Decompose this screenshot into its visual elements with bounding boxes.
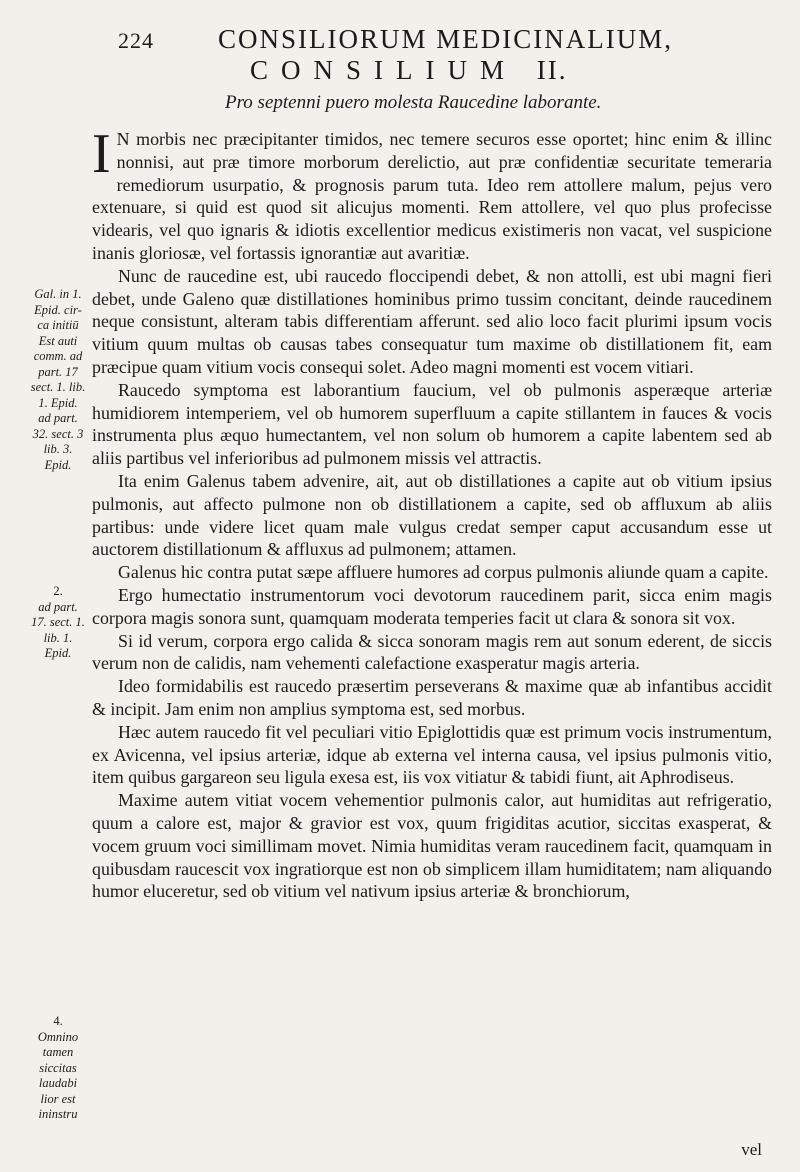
paragraph-4: Ita enim Galenus tabem advenire, ait, aut ob distillationes a capite aut ob vitium ipsius pulmonis, aut affecto pulmone non ob distillationem a capite, sed ob affluxum ab aliis partibus: unde videre licet quam male vulgus credat semper caput accusandum esse ut auctorem distillationum & affluxus ad pulmonem; attamen. (92, 470, 772, 560)
page-number: 224 (118, 28, 154, 53)
paragraph-9: Hæc autem raucedo fit vel peculiari vitio Epiglottidis quæ est primum vocis instrumentum, ex Avicenna, vel ipsius arteriæ, idque ab externa vel interna causa, vel ipsius pulmonis vitio, item quibus gargareon seu ligula exesa est, iis vox vitiatur & tabidi fiunt, ait Aphrodiseus. (92, 721, 772, 788)
margin-line: siccitas (39, 1060, 77, 1075)
catchword: vel (741, 1140, 762, 1159)
paragraph-text: N morbis nec præcipitanter timidos, nec temere securos esse oportet; hinc enim & illinc nonnisi, aut præ timore morborum derelictio, aut præ confidentiæ securitate temeraria remediorum usurpatio, & prognosis parum tuta. Ideo rem attollere malum, pejus vero extenuare, si quid est quod sit alicujus momenti. Rem attollere, vel quo plus profecisse videaris, vel quo ignaris & idiotis excellentior medicus existimeris non vacat, vel suspicione inanis gloriosæ, vel fortassis ignorantiæ aut avaritiæ. (92, 129, 772, 263)
consilium-word: CONSILIUM (250, 55, 518, 85)
margin-line: comm. ad (33, 349, 83, 363)
margin-line: Epid. (44, 646, 72, 660)
paragraph-6: Ergo humectatio instrumentorum voci devotorum raucedinem parit, sicca enim magis corpora magis sonora sunt, quamquam moderata temperies facit ut clara & sonora sit vox. (92, 584, 772, 628)
paragraph-3: Raucedo symptoma est laborantium faucium, vel ob pulmonis asperæque arteriæ humidiorem intemperiem, vel ob humorem superfluum a capite stillantem in fauces & vocis instrumenta plus æquo humectantem, vel non solum ob humorem a capite labentem sed ab aliis partibus vel inferioribus ad pulmonem missis vel attractis. (92, 379, 772, 469)
margin-line: Est auti (38, 333, 78, 348)
margin-note-3 (20, 1014, 96, 1123)
margin-line: Epid. (44, 457, 72, 472)
margin-line: 1. Epid. (38, 395, 78, 410)
paragraph-8: Ideo formidabilis est raucedo præsertim perseverans & maxime quæ ab infantibus accidit & incipit. Jam enim non amplius symptoma est, sed morbus. (92, 676, 772, 719)
margin-note-2 (20, 584, 96, 662)
consilium-subtitle: Pro septenni puero molesta Raucedine laborante. (225, 92, 602, 113)
paragraph-2: Nunc de raucedine est, ubi raucedo floccipendi debet, & non attolli, est ubi magni fieri debet, unde Galeno quæ distillationes hominibus primo tussim concitant, deinde raucedinem neque consistunt, alteram tabis differentiam afferunt. sed alio loco facit plurimi ipsum vocis vitium quum multas ob causas tabes consequatur tum maxime ob distillationem fit, eam præcipue quam vitium vocis consequi solet. Adeo magni momenti est vocem vitiari. (92, 265, 772, 377)
margin-line: ininstru (38, 1107, 78, 1121)
margin-line: tamen (42, 1045, 74, 1059)
margin-line: part. 17 (38, 364, 78, 379)
margin-line: Gal. in 1. (34, 287, 82, 301)
paragraph-1 (92, 123, 772, 265)
paragraph-7: Si id verum, corpora ergo calida & sicca sonoram magis rem aut sonum ederent, de siccis verum non de calidis, nam vehementi calefactione exasperatur magis arteria. (92, 630, 772, 674)
consilium-heading (250, 55, 568, 86)
margin-line: laudabi (38, 1076, 78, 1090)
drop-cap: I (92, 123, 111, 185)
margin-line: ad part. (38, 411, 78, 425)
consilium-number: II. (536, 55, 568, 85)
margin-line: sect. 1. lib. (30, 380, 86, 394)
page-header (118, 22, 678, 58)
margin-line: Epid. cir- (34, 302, 82, 317)
paragraph-5: Galenus hic contra putat sæpe affluere humores ad corpus pulmonis aliunde quam a capite. (118, 562, 769, 583)
margin-line: Omnino (37, 1029, 79, 1044)
margin-line: ad part. (38, 599, 78, 614)
margin-note-1 (20, 287, 96, 473)
margin-line: lib. 3. (43, 442, 73, 456)
margin-ref-number: 2. (53, 584, 63, 598)
margin-line: 32. sect. 3 (32, 426, 84, 441)
main-text (92, 123, 772, 903)
margin-line: 17. sect. 1. (31, 615, 85, 629)
margin-line: ca initiū (37, 318, 79, 332)
margin-line: lib. 1. (43, 630, 73, 645)
margin-ref-number: 4. (53, 1014, 63, 1028)
running-title: CONSILIORUM MEDICINALIUM, (218, 24, 673, 54)
paragraph-10: Maxime autem vitiat vocem vehementior pulmonis calor, aut humiditas aut refrigeratio, quum a calore est, major & gravior est vox, quum frigiditas acutior, siccitas exasperat, & vocem gruum voci simillimam movet. Nimia humiditas veram raucedinem facit, quamquam in quibusdam raucescit vox ingratiorque est non ob simplicem illam humiditatem; nam aliquando humor eluceretur, sed ob vitium vel nativum ipsius arteriæ & bronchiorum, (92, 790, 772, 902)
margin-line: lior est (40, 1091, 76, 1106)
